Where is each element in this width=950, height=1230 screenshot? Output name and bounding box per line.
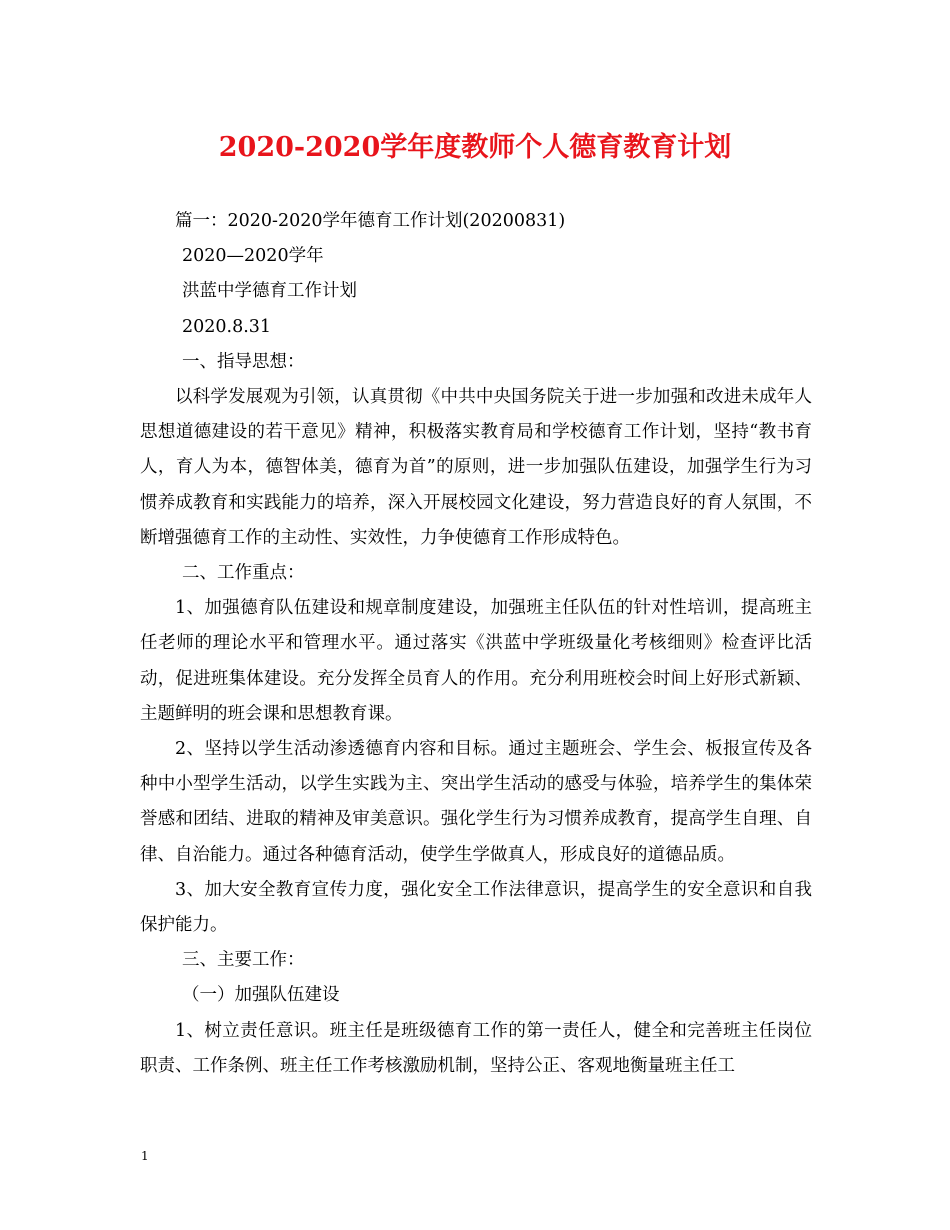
heading-guiding-thought: 一、指导思想：: [182, 351, 305, 372]
paragraph-guiding-thought: 以科学发展观为引领，认真贯彻《中共中央国务院关于进一步加强和改进未成年人思想道德建设的若干意见》精神，积极落实教育局和学校德育工作计划，坚持“教书育人，育人为本，德智体美，德育为首”的原则，进一步加强队伍建设，加强学生行为习惯养成教育和实践能力的培养，深入开展校园文化建设，努力营造良好的育人氛围，不断增强德育工作的主动性、实效性，力争使德育工作形成特色。: [140, 387, 812, 548]
document-body: [140, 204, 812, 1084]
plan-year-line: 2020—2020学年: [182, 246, 324, 267]
heading-main-work: 三、主要工作：: [182, 950, 305, 971]
paragraph-focus-2: 2、坚持以学生活动渗透德育内容和目标。通过主题班会、学生会、板报宣传及各种中小型学生活动，以学生实践为主、突出学生活动的感受与体验，培养学生的集体荣誉感和团结、进取的精神及审美意识。强化学生行为习惯养成教育，提高学生自理、自律、自治能力。通过各种德育活动，使学生学做真人，形成良好的道德品质。: [140, 739, 812, 865]
section-heading: 篇一：2020-2020学年德育工作计划(20200831): [175, 211, 566, 231]
page-number: 1: [141, 1149, 149, 1163]
paragraph-focus-1: 1、加强德育队伍建设和规章制度建设，加强班主任队伍的针对性培训，提高班主任老师的理论水平和管理水平。通过落实《洪蓝中学班级量化考核细则》检查评比活动，促进班集体建设。充分发挥全员育人的作用。充分利用班校会时间上好形式新颖、主题鲜明的班会课和思想教育课。: [140, 598, 812, 724]
paragraph-focus-3: 3、加大安全教育宣传力度，强化安全工作法律意识，提高学生的安全意识和自我保护能力。: [140, 879, 812, 936]
paragraph-responsibility: 1、树立责任意识。班主任是班级德育工作的第一责任人，健全和完善班主任岗位职责、工作条例、班主任工作考核激励机制，坚持公正、客观地衡量班主任工: [140, 1020, 812, 1076]
plan-date-line: 2020.8.31: [182, 316, 272, 337]
document-title: 2020-2020学年度教师个人德育教育计划: [218, 132, 732, 163]
heading-work-focus: 二、工作重点：: [182, 563, 305, 584]
subheading-team-building: （一）加强队伍建设: [182, 985, 340, 1006]
plan-name-line: 洪蓝中学德育工作计划: [182, 281, 357, 302]
